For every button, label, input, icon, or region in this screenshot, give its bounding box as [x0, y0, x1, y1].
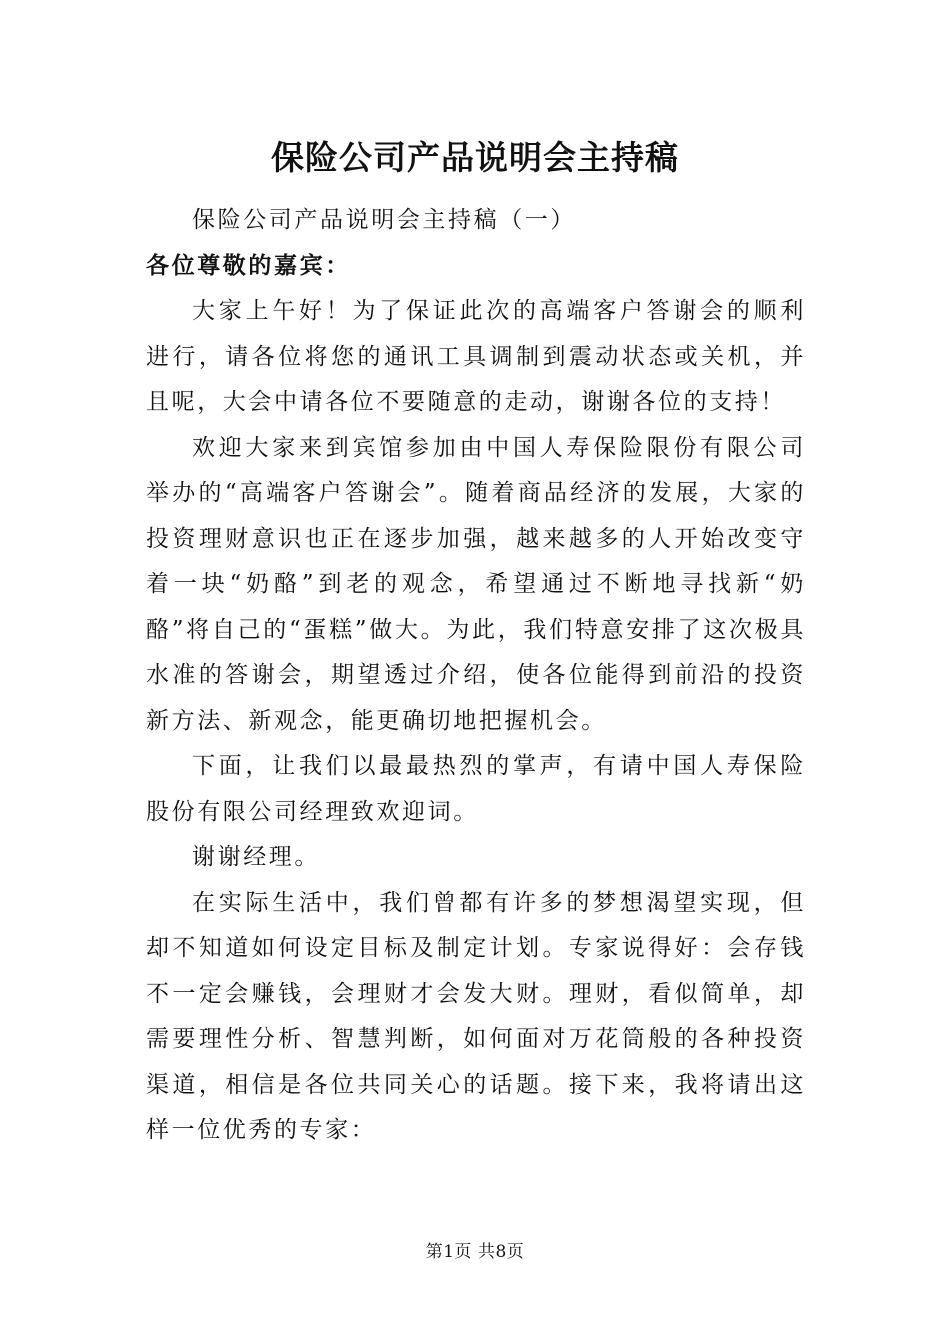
body-paragraph-1: 大家上午好！为了保证此次的高端客户答谢会的顺利进行，请各位将您的通讯工具调制到震动状态或关机，并且呢，大会中请各位不要随意的走动，谢谢各位的支持！	[146, 298, 806, 415]
body-paragraph-5: 在实际生活中，我们曾都有许多的梦想渴望实现，但却不知道如何设定目标及制定计划。专家说得好：会存钱不一定会赚钱，会理财才会发大财。理财，看似简单，却需要理性分析、智慧判断，如何面对万花筒般的各种投资渠道，相信是各位共同关心的话题。接下来，我将请出这样一位优秀的专家：	[146, 889, 806, 1143]
document-body	[146, 198, 806, 1154]
page-footer: 第1页 共8页	[425, 1242, 525, 1262]
greeting-paragraph: 各位尊敬的嘉宾：	[146, 252, 351, 279]
body-paragraph-4: 谢谢经理。	[192, 844, 320, 870]
body-paragraph-3: 下面，让我们以最最热烈的掌声，有请中国人寿保险股份有限公司经理致欢迎词。	[146, 753, 806, 825]
document-title: 保险公司产品说明会主持稿	[271, 138, 679, 177]
body-paragraph-2: 欢迎大家来到宾馆参加由中国人寿保险限份有限公司举办的“高端客户答谢会”。随着商品经济的发展，大家的投资理财意识也正在逐步加强，越来越多的人开始改变守着一块“奶酪”到老的观念，希望通过不断地寻找新“奶酪”将自己的“蛋糕”做大。为此，我们特意安排了这次极具水准的答谢会，期望透过介绍，使各位能得到前沿的投资新方法、新观念，能更确切地把握机会。	[146, 434, 806, 734]
subtitle-paragraph: 保险公司产品说明会主持稿（一）	[192, 207, 576, 233]
